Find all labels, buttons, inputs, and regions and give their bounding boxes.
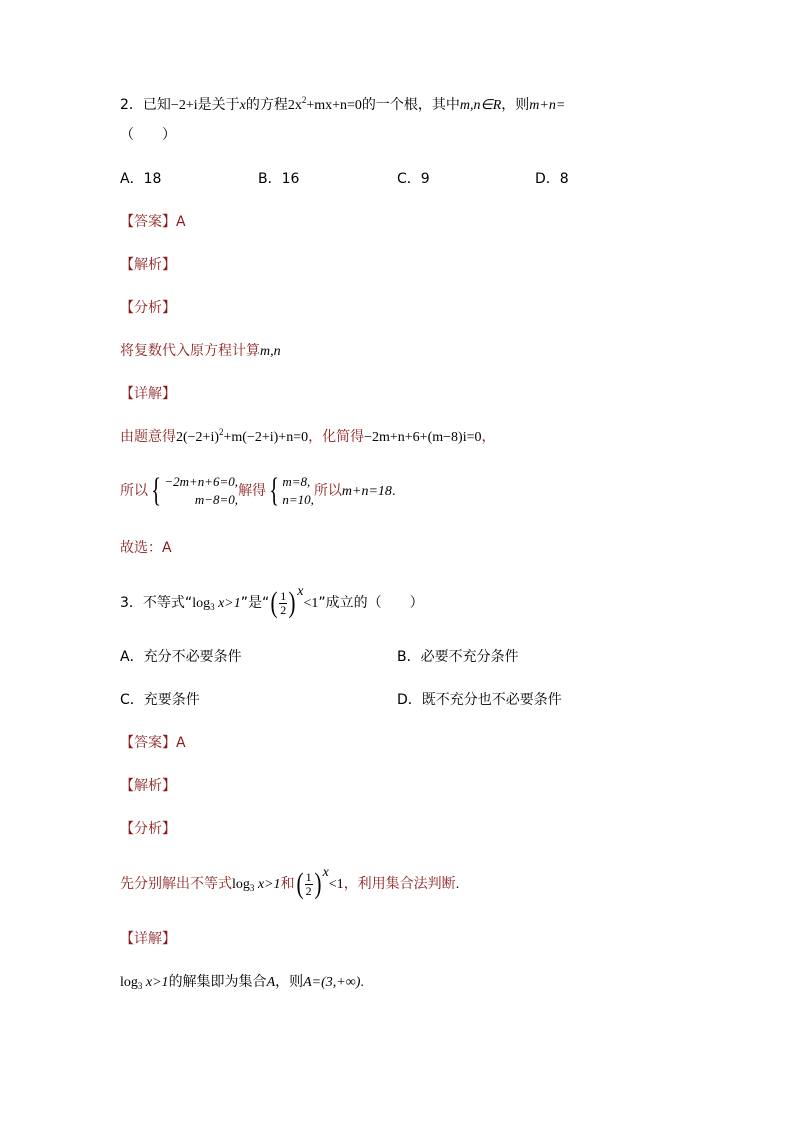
q2-conclusion: 故选：A (120, 540, 172, 556)
q2-option-c: C．9 (397, 171, 430, 187)
equation-system-2: m=8, n=10, (282, 474, 314, 507)
q3-option-b: B．必要不充分条件 (397, 649, 519, 665)
q3-detail-line1: $\log_3 x>1$的解集即为集合A，则A=(3,+∞). (120, 974, 364, 991)
q3-detail-label: 【详解】 (120, 931, 176, 947)
left-brace-icon: { (151, 472, 162, 509)
q2-fenxi-label: 【分析】 (120, 300, 176, 316)
q2-fenxi-text: 将复数代入原方程计算m,n (120, 343, 281, 359)
q3-option-a: A．充分不必要条件 (120, 649, 242, 665)
q2-option-d: D．8 (535, 171, 569, 187)
q2-detail-line2: 所以{ −2m+n+6=0, m−8=0, 解得{ m=8, n=10, 所以m+n=18. (120, 472, 396, 509)
equation-system-1: −2m+n+6=0, m−8=0, (164, 474, 239, 507)
q3-fenxi-text: 先分别解出不等式$\log_3 x>1$和( $\frac{1}{2}$ ) $^x$<1，利用集合法判断. (120, 865, 460, 900)
q3-stem: 3．不等式“$\log_3$ x>1”是“( $\frac{1}{2}$ ) $^x$<1”成立的（ ） (120, 584, 424, 619)
q2-answer: 【答案】A (120, 214, 186, 230)
q3-analysis-label: 【解析】 (120, 778, 176, 794)
q3-option-d: D．既不充分也不必要条件 (397, 692, 562, 708)
q3-option-c: C．充要条件 (120, 692, 200, 708)
fraction-one-half: $\frac{1}{2}$ (280, 588, 287, 617)
q2-option-b: B．16 (258, 171, 300, 187)
q3-fenxi-label: 【分析】 (120, 821, 176, 837)
q2-detail-label: 【详解】 (120, 386, 176, 402)
q2-analysis-label: 【解析】 (120, 257, 176, 273)
q3-answer: 【答案】A (120, 735, 186, 751)
left-brace-icon: { (269, 472, 280, 509)
q2-detail-line1: 由题意得$2(-2+i)^2+m(-2+i)+n=0$，化简得−2m+n+6+(m−8)i=0， (120, 427, 496, 445)
q2-stem: 2．已知−2+i是关于x的方程$2x^2+mx+n=0$的一个根，其中m,n∈R，则m+n= (120, 95, 566, 113)
q2-paren: （ ） (120, 127, 176, 143)
fraction-one-half: $\frac{1}{2}$ (305, 869, 312, 898)
q2-option-a: A．18 (120, 171, 162, 187)
